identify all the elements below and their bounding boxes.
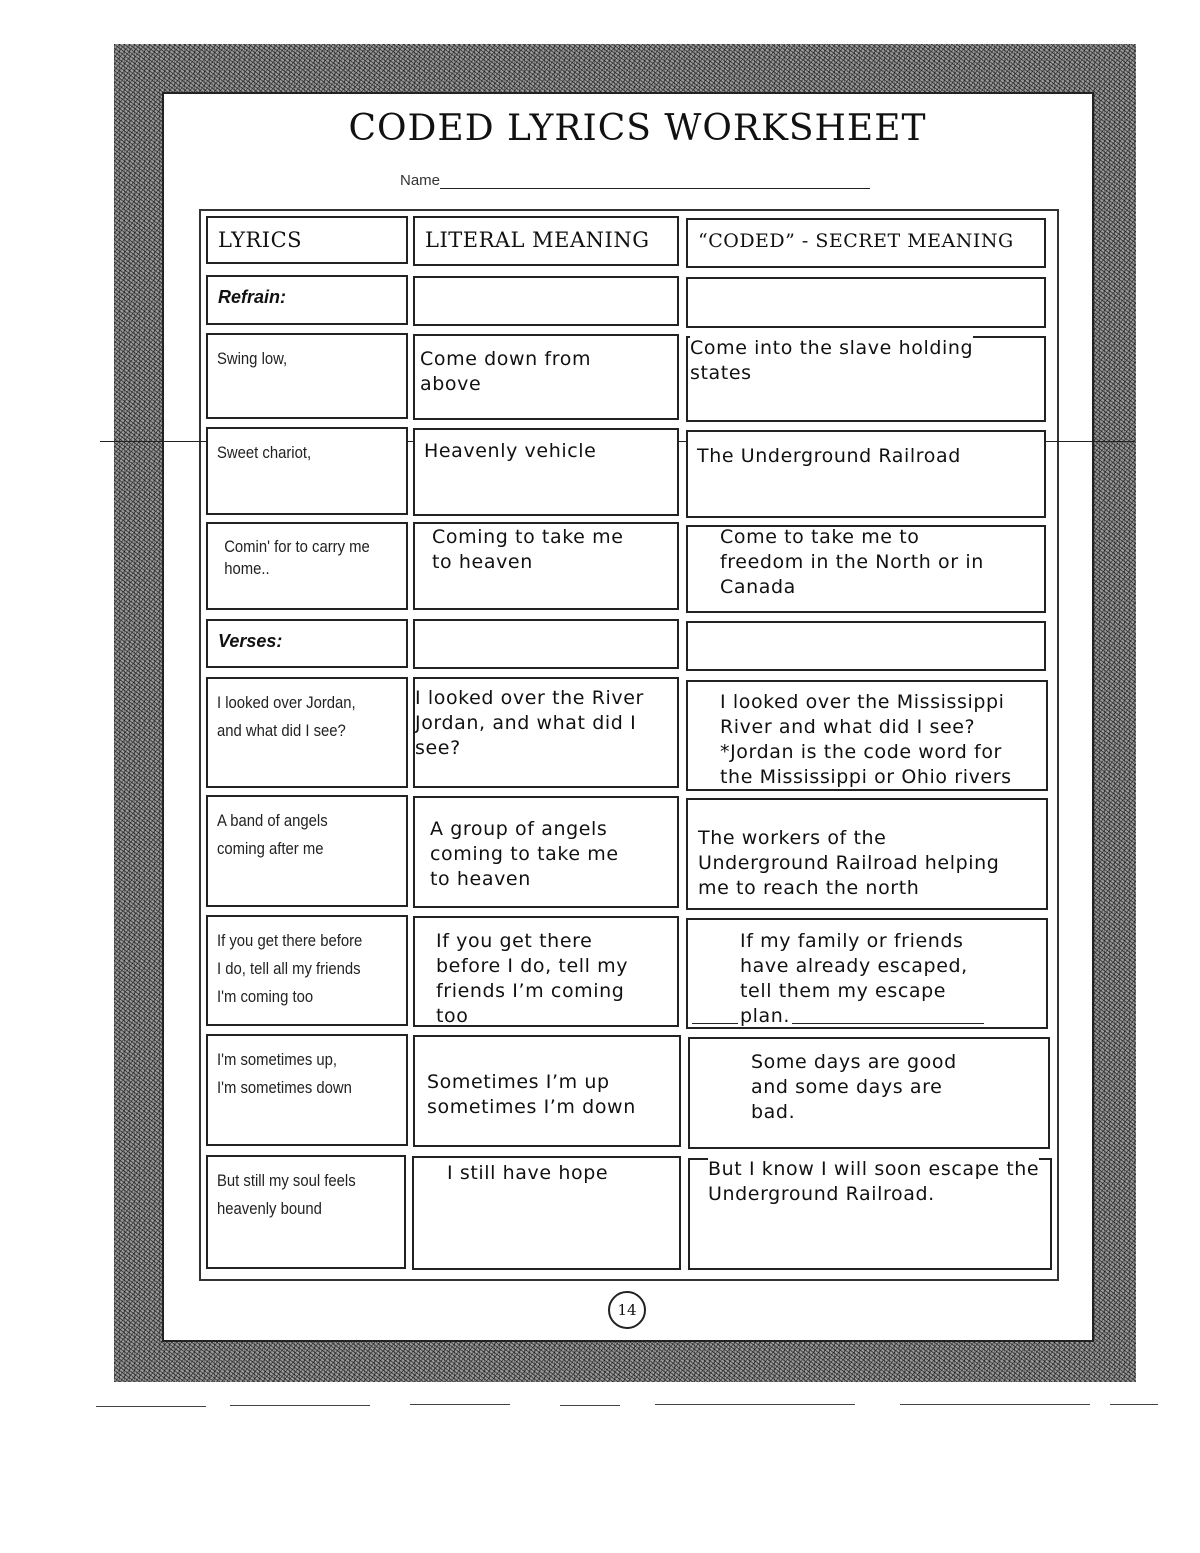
- literal-text: Coming to take me to heaven: [432, 526, 624, 573]
- lyric-text: Sweet chariot,: [217, 444, 312, 462]
- scan-artifact-line: [900, 1404, 1090, 1405]
- lyric-cell: [206, 915, 408, 1026]
- header-lyrics-text: LYRICS: [218, 228, 303, 252]
- coded-text: The Underground Railroad: [697, 444, 967, 469]
- header-coded-text: “CODED” - SECRET MEANING: [698, 230, 1014, 252]
- section-refrain: [206, 275, 408, 325]
- section-verses: [206, 619, 408, 668]
- section-verses-label: Verses:: [218, 631, 283, 651]
- header-coded: [686, 218, 1046, 268]
- lyric-text: But still my soul feels heavenly bound: [217, 1172, 356, 1218]
- coded-text: But I know I will soon escape the Underground Railroad.: [708, 1158, 1040, 1205]
- refrain-literal-empty: [413, 276, 679, 326]
- lyric-text: If you get there before I do, tell all my friends I'm coming too: [217, 932, 363, 1006]
- literal-text: A group of angels coming to take me to heaven: [430, 818, 619, 890]
- scan-artifact-line: [1110, 1404, 1158, 1405]
- blank-line: [792, 1023, 984, 1024]
- refrain-coded-empty: [686, 277, 1046, 328]
- scan-artifact-line: [560, 1405, 620, 1406]
- header-literal: [413, 216, 679, 266]
- literal-text: I still have hope: [447, 1162, 609, 1184]
- lyric-text: Comin' for to carry me home..: [224, 538, 370, 578]
- lyric-text: Swing low,: [217, 350, 288, 368]
- page-number: 14: [608, 1291, 646, 1329]
- literal-text: If you get there before I do, tell my friends I’m coming too: [436, 930, 629, 1027]
- verses-literal-empty: [413, 619, 679, 669]
- lyric-cell: [206, 1034, 408, 1146]
- literal-text: Sometimes I’m up sometimes I’m down: [427, 1071, 636, 1118]
- coded-text: Some days are good and some days are bad.: [751, 1051, 957, 1123]
- coded-text: The workers of the Underground Railroad helping me to reach the north: [698, 827, 1000, 899]
- scan-artifact-line: [230, 1405, 370, 1406]
- name-input-line[interactable]: [440, 188, 870, 189]
- scan-artifact-line: [655, 1404, 855, 1405]
- coded-text: Come into the slave holding states: [690, 337, 974, 384]
- coded-text: If my family or friends have already escaped, tell them my escape plan.: [740, 930, 968, 1027]
- lyric-cell: [206, 795, 408, 907]
- literal-text: Heavenly vehicle: [424, 439, 602, 464]
- section-refrain-label: Refrain:: [218, 287, 287, 307]
- literal-text: I looked over the River Jordan, and what did I see?: [415, 687, 644, 759]
- coded-text: I looked over the Mississippi River and what did I see? *Jordan is the code word for the Mississippi or Ohio rivers: [720, 691, 1012, 788]
- header-lyrics: [206, 216, 408, 264]
- lyric-text: A band of angels coming after me: [217, 812, 328, 858]
- scan-artifact-line: [96, 1406, 206, 1407]
- lyric-cell: [206, 333, 408, 419]
- blank-line: [692, 1023, 738, 1024]
- coded-text: Come to take me to freedom in the North or in Canada: [720, 526, 984, 598]
- lyric-text: I'm sometimes up, I'm sometimes down: [217, 1051, 352, 1097]
- lyric-cell: [206, 427, 408, 515]
- coded-cell: [686, 798, 1048, 910]
- lyric-cell: [206, 1155, 406, 1269]
- verses-coded-empty: [686, 621, 1046, 671]
- scan-artifact-line: [410, 1404, 510, 1405]
- lyric-text: I looked over Jordan, and what did I see?: [217, 694, 356, 740]
- worksheet-title: CODED LYRICS WORKSHEET: [348, 108, 927, 149]
- lyric-cell: [206, 677, 408, 788]
- literal-text: Come down from above: [420, 348, 592, 395]
- literal-cell: [413, 916, 679, 1027]
- name-label: Name: [400, 172, 441, 189]
- header-literal-text: LITERAL MEANING: [425, 228, 650, 252]
- lyric-cell: [206, 522, 408, 610]
